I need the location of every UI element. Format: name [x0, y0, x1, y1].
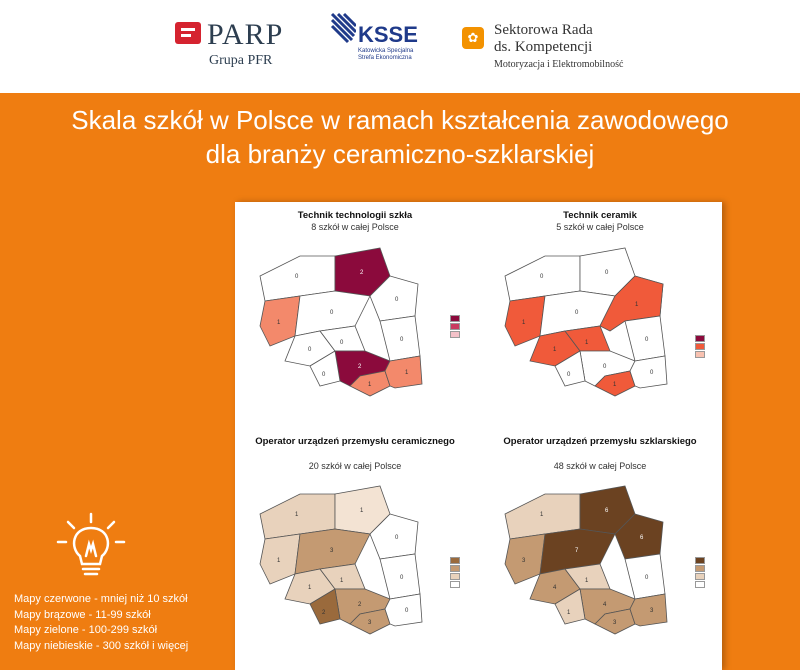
svg-text:0: 0	[645, 575, 649, 581]
svg-text:0: 0	[650, 370, 654, 376]
poland-map	[485, 236, 715, 416]
svg-text:2: 2	[358, 364, 362, 370]
svg-text:1: 1	[295, 512, 299, 518]
map-legend	[685, 334, 711, 359]
svg-text:0: 0	[322, 372, 326, 378]
parp-mark-icon	[175, 22, 201, 44]
svg-text:3: 3	[330, 548, 334, 554]
page-title	[0, 103, 800, 171]
svg-text:2: 2	[360, 270, 364, 276]
poland-map	[240, 236, 470, 416]
svg-text:3: 3	[368, 620, 372, 626]
svg-text:1: 1	[277, 558, 281, 564]
svg-text:0: 0	[603, 364, 607, 370]
svg-text:0: 0	[340, 340, 344, 346]
map-subtitle: 48 szkół w całej Polsce	[553, 461, 647, 471]
map-title: Technik technologii szkła	[297, 210, 413, 221]
svg-text:1: 1	[340, 578, 344, 584]
svg-text:0: 0	[330, 310, 334, 316]
note-red: Mapy czerwone - mniej niż 10 szkół	[14, 593, 188, 605]
map-subtitle: 5 szkół w całej Polsce	[556, 222, 644, 232]
svg-text:1: 1	[540, 512, 544, 518]
svg-text:1: 1	[585, 578, 589, 584]
svg-text:0: 0	[567, 372, 571, 378]
map-ceramics-technician	[485, 210, 715, 420]
note-green: Mapy zielone - 100-299 szkół	[14, 624, 158, 636]
svg-text:1: 1	[308, 585, 312, 591]
ksse-sub: Katowicka Specjalna Strefa Ekonomiczna	[358, 48, 414, 61]
map-subtitle: 8 szkół w całej Polsce	[311, 222, 399, 232]
svg-text:0: 0	[400, 575, 404, 581]
lightbulb-icon	[54, 512, 128, 580]
gear-tree-icon: ✿	[462, 27, 484, 49]
svg-text:1: 1	[405, 370, 409, 376]
poland-map	[240, 474, 470, 664]
title-line1: Skala szkół w Polsce w ramach kształcenia zawodowego	[71, 105, 729, 135]
map-ceramics-operator	[240, 436, 470, 666]
svg-text:1: 1	[635, 302, 639, 308]
map-title: Operator urządzeń przemysłu ceramicznego	[255, 436, 455, 447]
map-legend	[440, 556, 466, 589]
title-line2: dla branży ceramiczno-szklarskiej	[205, 139, 595, 169]
svg-text:1: 1	[567, 610, 571, 616]
svg-text:3: 3	[522, 558, 526, 564]
svg-text:0: 0	[540, 274, 544, 280]
svg-text:1: 1	[553, 347, 557, 353]
ksse-logo	[330, 10, 418, 61]
svg-text:0: 0	[645, 337, 649, 343]
header-bar	[0, 0, 800, 93]
parp-name: PARP	[207, 18, 284, 51]
svg-text:1: 1	[360, 508, 364, 514]
note-brown: Mapy brązowe - 11-99 szkół	[14, 608, 151, 621]
council-line3: Motoryzacja i Elektromobilność	[494, 59, 624, 70]
svg-text:3: 3	[613, 620, 617, 626]
svg-text:2: 2	[322, 610, 326, 616]
poland-map	[485, 474, 715, 664]
note-blue: Mapy niebieskie - 300 szkół i więcej	[14, 639, 189, 652]
svg-text:1: 1	[585, 340, 589, 346]
svg-text:0: 0	[395, 297, 399, 303]
color-legend-notes	[14, 592, 188, 654]
svg-text:3: 3	[650, 608, 654, 614]
svg-text:0: 0	[575, 310, 579, 316]
svg-text:6: 6	[640, 535, 644, 541]
council-line2: ds. Kompetencji	[494, 39, 593, 55]
svg-text:1: 1	[277, 320, 281, 326]
svg-text:2: 2	[358, 602, 362, 608]
maps-panel	[235, 202, 722, 670]
parp-sub: Grupa PFR	[209, 53, 273, 68]
map-glass-technician	[240, 210, 470, 420]
svg-text:1: 1	[522, 320, 526, 326]
svg-text:0: 0	[395, 535, 399, 541]
map-legend	[440, 314, 466, 339]
svg-text:4: 4	[603, 602, 607, 608]
svg-text:0: 0	[405, 608, 409, 614]
svg-text:0: 0	[605, 270, 609, 276]
svg-text:6: 6	[605, 508, 609, 514]
map-subtitle: 20 szkół w całej Polsce	[308, 461, 402, 471]
svg-text:1: 1	[368, 382, 372, 388]
council-line1: Sektorowa Rada	[494, 22, 593, 38]
map-title: Technik ceramik	[563, 210, 637, 221]
svg-text:1: 1	[613, 382, 617, 388]
map-title: Operator urządzeń przemysłu szklarskiego	[503, 436, 697, 447]
svg-text:7: 7	[575, 548, 579, 554]
map-legend	[685, 556, 711, 589]
svg-text:0: 0	[400, 337, 404, 343]
svg-text:0: 0	[308, 347, 312, 353]
svg-text:4: 4	[553, 585, 557, 591]
ksse-name: KSSE	[358, 22, 418, 47]
ksse-stripes-icon	[330, 10, 356, 46]
svg-text:0: 0	[295, 274, 299, 280]
map-glass-operator	[485, 436, 715, 666]
